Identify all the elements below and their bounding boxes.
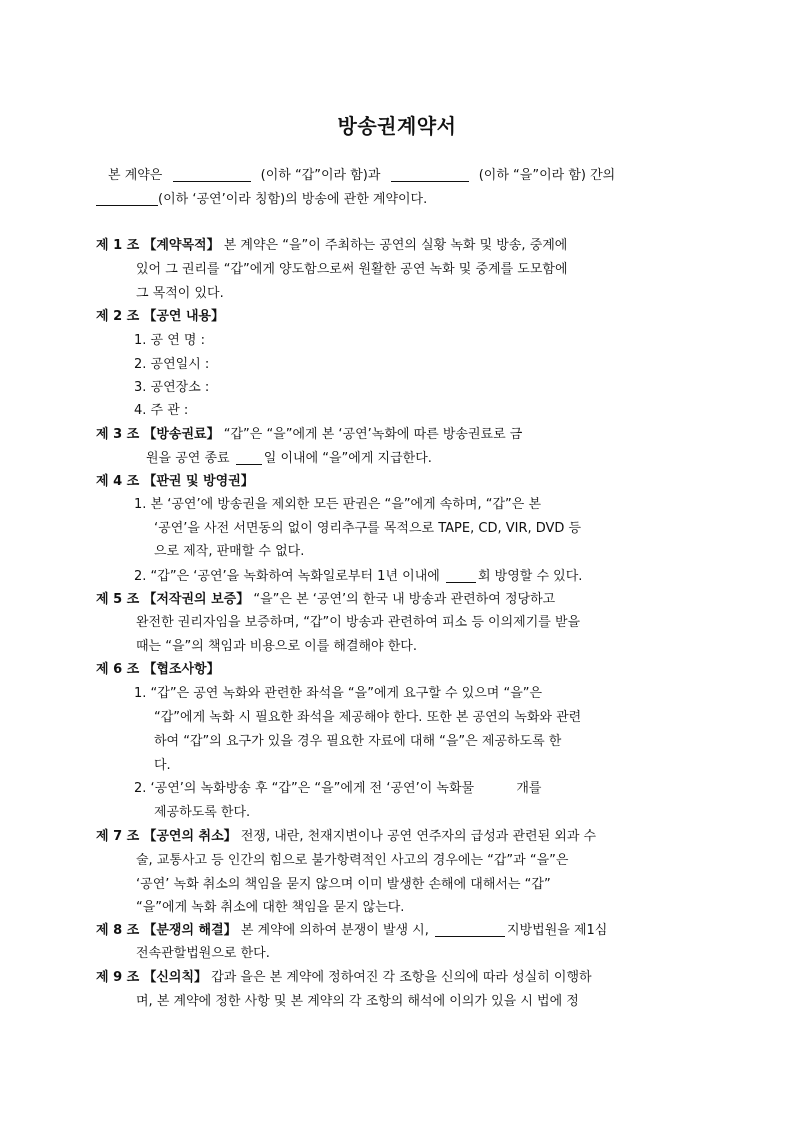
article-1-label: 제 1 조 bbox=[96, 238, 140, 253]
article-7-text-3: ‘공연’ 녹화 취소의 책임을 묻지 않으며 이미 발생한 손해에 대해서는 “갑” bbox=[136, 877, 551, 892]
article-7-text-1: 전쟁, 내란, 천재지변이나 공연 연주자의 급성과 관련된 외과 수 bbox=[240, 829, 597, 844]
article-4-item-2-text-a: 2. “갑”은 ‘공연’을 녹화하여 녹화일로부터 1년 이내에 bbox=[134, 569, 440, 584]
article-9-text-1: 갑과 을은 본 계약에 정하여진 각 조항을 신의에 따라 성실히 이행하 bbox=[211, 970, 592, 985]
article-1-line-1 bbox=[96, 236, 567, 256]
article-6-item-2-line-1 bbox=[134, 779, 542, 799]
article-6-label: 제 6 조 bbox=[96, 662, 140, 677]
article-5-text-3: 때는 “을”의 책임과 비용으로 이를 해결해야 한다. bbox=[136, 639, 417, 654]
party-b-blank bbox=[391, 167, 469, 182]
article-6-item-1-line-4: 다. bbox=[154, 758, 171, 773]
payment-days-blank bbox=[236, 450, 262, 465]
article-6-item-1-line-2: “갑”에게 녹화 시 필요한 좌석을 제공해야 한다. 또한 본 공연의 녹화와 관련 bbox=[154, 710, 582, 725]
article-8-text-1a: 본 계약에 의하여 분쟁이 발생 시, bbox=[240, 923, 429, 938]
performance-name-blank bbox=[96, 191, 158, 206]
article-3-text-1: “갑”은 “을”에게 본 ‘공연’녹화에 따른 방송권료로 금 bbox=[223, 427, 523, 442]
article-3-heading: 【방송권료】 bbox=[143, 427, 220, 442]
article-5-text-2: 완전한 권리자임을 보증하며, “갑”이 방송과 관련하여 피소 등 이의제기를 받을 bbox=[136, 615, 581, 630]
article-2-item-3: 3. 공연장소 : bbox=[134, 380, 210, 395]
article-2-heading: 【공연 내용】 bbox=[143, 309, 225, 324]
article-9-line-1 bbox=[96, 968, 592, 988]
preamble-text-b: (이하 “갑”이라 함)과 bbox=[260, 168, 381, 183]
article-2-label: 제 2 조 bbox=[96, 309, 140, 324]
article-3-text-2b: 일 이내에 “을”에게 지급한다. bbox=[263, 451, 432, 466]
article-8-text-2: 전속관할법원으로 한다. bbox=[136, 946, 270, 961]
article-4-item-1-line-1: 1. 본 ‘공연’에 방송권을 제외한 모든 판권은 “을”에게 속하며, “갑”은 본 bbox=[134, 497, 542, 512]
article-6-item-2-text-a: 2. ‘공연’의 녹화방송 후 “갑”은 “을”에게 전 ‘공연’이 녹화물 bbox=[134, 781, 475, 796]
article-3-line-2 bbox=[146, 449, 432, 469]
party-a-blank bbox=[173, 167, 251, 182]
article-6-item-2-text-b: 개를 bbox=[516, 781, 542, 796]
article-5-line-1 bbox=[96, 590, 555, 610]
article-4-label: 제 4 조 bbox=[96, 474, 140, 489]
article-7-label: 제 7 조 bbox=[96, 829, 140, 844]
document-title: 방송권계약서 bbox=[337, 114, 457, 138]
article-1-text-3: 그 목적이 있다. bbox=[136, 286, 224, 301]
article-5-label: 제 5 조 bbox=[96, 592, 140, 607]
preamble-text-a: 본 계약은 bbox=[108, 168, 163, 183]
preamble-line-1 bbox=[108, 166, 615, 186]
article-3-text-2a: 원을 공연 종료 bbox=[146, 451, 230, 466]
article-3-line-1 bbox=[96, 425, 522, 445]
article-3-label: 제 3 조 bbox=[96, 427, 140, 442]
article-7-text-4: “을”에게 녹화 취소에 대한 책임을 묻지 않는다. bbox=[136, 900, 405, 915]
court-name-blank bbox=[435, 922, 505, 937]
article-4-item-2-text-b: 회 방영할 수 있다. bbox=[477, 569, 583, 584]
article-2-item-1: 1. 공 연 명 : bbox=[134, 333, 205, 348]
article-1-heading: 【계약목적】 bbox=[143, 238, 220, 253]
article-9-text-2: 며, 본 계약에 정한 사항 및 본 계약의 각 조항의 해석에 이의가 있을 시 법에 정 bbox=[136, 994, 579, 1009]
article-7-text-2: 술, 교통사고 등 인간의 힘으로 불가항력적인 사고의 경우에는 “갑”과 “을”은 bbox=[136, 853, 569, 868]
preamble-text-d: (이하 ‘공연’이라 칭함)의 방송에 관한 계약이다. bbox=[158, 192, 428, 207]
article-7-line-1 bbox=[96, 827, 596, 847]
article-4-line-1 bbox=[96, 472, 254, 492]
article-4-item-1-line-2: ‘공연’을 사전 서면동의 없이 영리추구를 목적으로 TAPE, CD, VIR, DVD 등 bbox=[154, 521, 582, 536]
article-1-text-2: 있어 그 권리를 “갑”에게 양도함으로써 원활한 공연 녹화 및 중계를 도모함에 bbox=[136, 262, 568, 277]
article-9-heading: 【신의칙】 bbox=[143, 970, 208, 985]
article-5-text-1: “을”은 본 ‘공연’의 한국 내 방송과 관련하여 정당하고 bbox=[253, 592, 556, 607]
article-2-item-4: 4. 주 관 : bbox=[134, 403, 189, 418]
article-8-heading: 【분쟁의 해결】 bbox=[143, 923, 237, 938]
article-4-item-1-line-3: 으로 제작, 판매할 수 없다. bbox=[154, 544, 305, 559]
article-6-item-1-line-1: 1. “갑”은 공연 녹화와 관련한 좌석을 “을”에게 요구할 수 있으며 “을”은 bbox=[134, 686, 543, 701]
article-6-line-1 bbox=[96, 660, 220, 680]
article-6-item-2-line-2: 제공하도록 한다. bbox=[154, 805, 251, 820]
article-7-heading: 【공연의 취소】 bbox=[143, 829, 237, 844]
broadcast-count-blank bbox=[446, 568, 476, 583]
article-4-item-2 bbox=[134, 567, 582, 587]
article-2-line-1 bbox=[96, 307, 224, 327]
article-1-text-1: 본 계약은 “을”이 주최하는 공연의 실황 녹화 및 방송, 중계에 bbox=[223, 238, 568, 253]
article-6-item-1-line-3: 하여 “갑”의 요구가 있을 경우 필요한 자료에 대해 “을”은 제공하도록 한 bbox=[154, 734, 562, 749]
article-9-label: 제 9 조 bbox=[96, 970, 140, 985]
article-8-text-1b: 지방법원을 제1심 bbox=[507, 923, 608, 938]
article-4-heading: 【판권 및 방영권】 bbox=[143, 474, 254, 489]
preamble-text-c: (이하 “을”이라 함) 간의 bbox=[478, 168, 616, 183]
article-8-line-1 bbox=[96, 921, 607, 941]
preamble-line-2 bbox=[96, 190, 427, 210]
article-2-item-2: 2. 공연일시 : bbox=[134, 357, 210, 372]
article-5-heading: 【저작권의 보증】 bbox=[143, 592, 250, 607]
article-6-heading: 【협조사항】 bbox=[143, 662, 220, 677]
article-8-label: 제 8 조 bbox=[96, 923, 140, 938]
